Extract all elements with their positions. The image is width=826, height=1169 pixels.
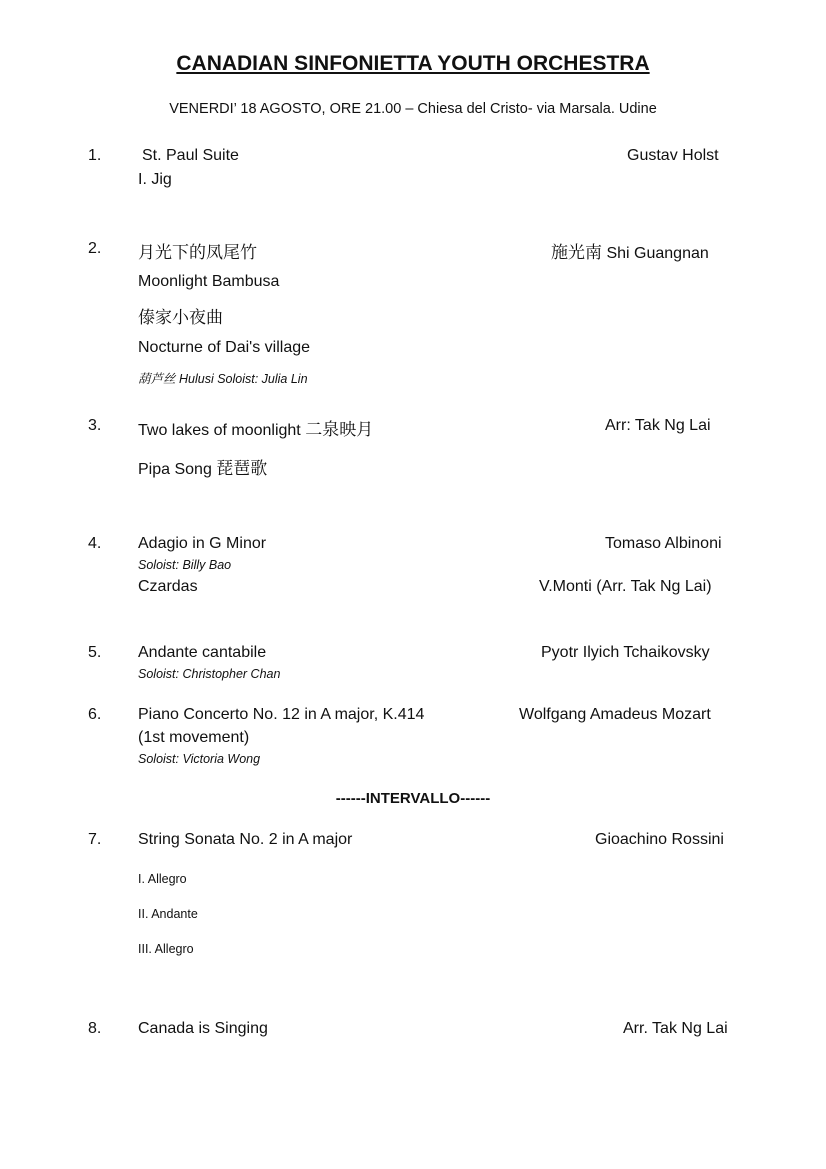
piece-title-line-2: (1st movement) <box>138 729 250 746</box>
soloist <box>138 369 308 387</box>
piece-title-2-chinese: 傣家小夜曲 <box>138 308 223 328</box>
item-number: 7. <box>88 831 102 848</box>
movement: I. Allegro <box>138 872 187 886</box>
piece-title-2: Czardas <box>138 578 198 595</box>
movement: III. Allegro <box>138 942 194 956</box>
event-details: VENERDI’ 18 AGOSTO, ORE 21.00 – Chiesa del Cristo- via Marsala. Udine <box>169 101 657 117</box>
piece-title-english: Two lakes of moonlight <box>138 422 301 439</box>
piece-title: Piano Concerto No. 12 in A major, K.414 <box>138 706 425 723</box>
item-number: 1. <box>88 147 102 164</box>
composer <box>551 238 709 263</box>
composer: Gustav Holst <box>627 147 719 164</box>
composer-latin: Shi Guangnan <box>606 245 709 262</box>
piece-title-chinese: 月光下的凤尾竹 <box>138 243 257 263</box>
item-number: 8. <box>88 1020 102 1037</box>
item-number: 4. <box>88 535 102 552</box>
soloist: Soloist: Victoria Wong <box>138 752 261 766</box>
soloist: Soloist: Billy Bao <box>138 558 232 572</box>
instrument-chinese: 葫芦丝 <box>138 372 176 386</box>
piece-title: Adagio in G Minor <box>138 535 267 552</box>
item-number: 6. <box>88 706 102 723</box>
piece-title <box>138 415 373 440</box>
item-number: 3. <box>88 417 102 434</box>
piece-title-english: Moonlight Bambusa <box>138 273 280 290</box>
soloist-name: Hulusi Soloist: Julia Lin <box>179 372 308 386</box>
composer-2: V.Monti (Arr. Tak Ng Lai) <box>539 578 712 595</box>
composer: Wolfgang Amadeus Mozart <box>519 706 711 723</box>
page-title: CANADIAN SINFONIETTA YOUTH ORCHESTRA <box>176 52 650 75</box>
piece-title-2-english: Nocturne of Dai's village <box>138 339 311 356</box>
item-number: 5. <box>88 644 102 661</box>
piece-title: St. Paul Suite <box>142 147 239 164</box>
movement: II. Andante <box>138 907 198 921</box>
item-number: 2. <box>88 240 102 257</box>
composer: Tomaso Albinoni <box>605 535 722 552</box>
soloist: Soloist: Christopher Chan <box>138 667 281 681</box>
composer-chinese: 施光南 <box>551 243 602 263</box>
piece-title-2 <box>138 454 267 479</box>
piece-title: String Sonata No. 2 in A major <box>138 831 353 848</box>
piece-title-2-chinese: 琵琶歌 <box>216 459 268 479</box>
piece-title: Canada is Singing <box>138 1020 268 1037</box>
piece-title-chinese: 二泉映月 <box>305 420 374 440</box>
composer: Arr: Tak Ng Lai <box>605 417 711 434</box>
piece-title-2-english: Pipa Song <box>138 461 212 478</box>
composer: Pyotr Ilyich Tchaikovsky <box>541 644 710 661</box>
movement: I. Jig <box>138 171 172 188</box>
composer: Arr. Tak Ng Lai <box>623 1020 728 1037</box>
composer: Gioachino Rossini <box>595 831 724 848</box>
intermission: ------INTERVALLO------ <box>335 790 491 807</box>
piece-title: Andante cantabile <box>138 644 267 661</box>
